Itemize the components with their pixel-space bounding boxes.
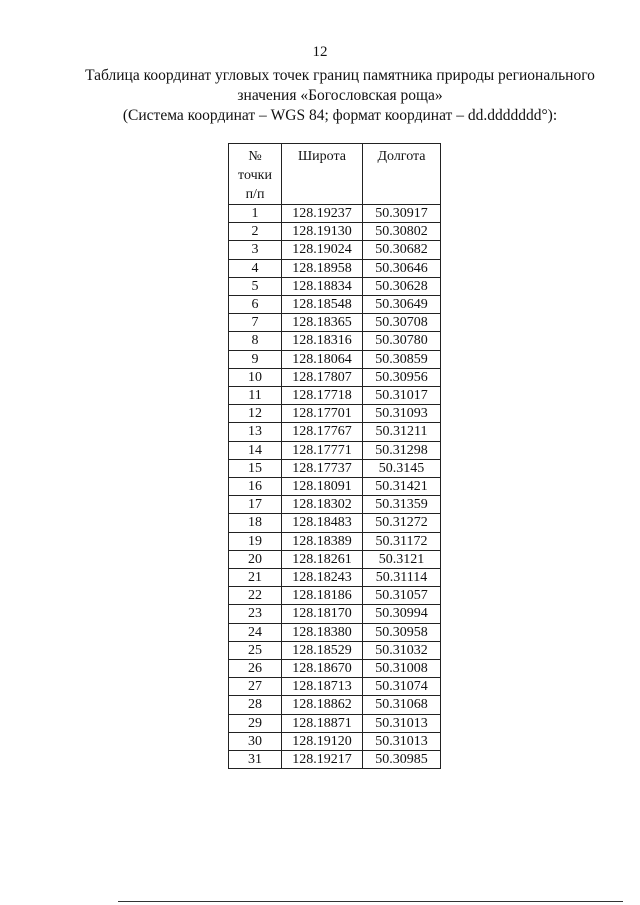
point-number-cell: 5 (229, 277, 282, 295)
title-line-2: значения «Богословская роща» (237, 87, 443, 104)
latitude-cell: 128.17807 (282, 368, 363, 386)
latitude-cell: 128.18862 (282, 696, 363, 714)
longitude-cell: 50.31068 (363, 696, 441, 714)
point-number-cell: 2 (229, 223, 282, 241)
point-number-cell: 4 (229, 259, 282, 277)
longitude-cell: 50.30780 (363, 332, 441, 350)
table-row (229, 387, 441, 405)
table-row (229, 496, 441, 514)
point-number-cell: 12 (229, 405, 282, 423)
latitude-cell: 128.18302 (282, 496, 363, 514)
longitude-cell: 50.31013 (363, 714, 441, 732)
table-row (229, 514, 441, 532)
table-row (229, 714, 441, 732)
longitude-cell: 50.31093 (363, 405, 441, 423)
page-number: 12 (312, 44, 328, 60)
table-row (229, 405, 441, 423)
table-row (229, 587, 441, 605)
table-row (229, 423, 441, 441)
point-number-cell: 25 (229, 641, 282, 659)
document-title (60, 66, 620, 126)
latitude-cell: 128.17718 (282, 387, 363, 405)
table-row (229, 223, 441, 241)
point-number-cell: 14 (229, 441, 282, 459)
latitude-cell: 128.18365 (282, 314, 363, 332)
point-number-cell: 6 (229, 296, 282, 314)
point-number-cell: 8 (229, 332, 282, 350)
latitude-cell: 128.19024 (282, 241, 363, 259)
point-number-cell: 7 (229, 314, 282, 332)
longitude-cell: 50.30994 (363, 605, 441, 623)
header-number-line: п/п (245, 187, 265, 202)
latitude-cell: 128.18548 (282, 296, 363, 314)
longitude-cell: 50.31032 (363, 641, 441, 659)
point-number-cell: 9 (229, 350, 282, 368)
table-row (229, 678, 441, 696)
table-row (229, 605, 441, 623)
table-row (229, 277, 441, 295)
header-longitude: Долгота (363, 144, 441, 205)
table-row (229, 696, 441, 714)
latitude-cell: 128.18380 (282, 623, 363, 641)
longitude-cell: 50.3121 (363, 550, 441, 568)
point-number-cell: 23 (229, 605, 282, 623)
latitude-cell: 128.18713 (282, 678, 363, 696)
longitude-cell: 50.31114 (363, 569, 441, 587)
point-number-cell: 31 (229, 751, 282, 769)
longitude-cell: 50.31017 (363, 387, 441, 405)
longitude-cell: 50.31272 (363, 514, 441, 532)
longitude-cell: 50.30649 (363, 296, 441, 314)
longitude-cell: 50.31359 (363, 496, 441, 514)
longitude-cell: 50.30859 (363, 350, 441, 368)
table-row (229, 296, 441, 314)
point-number-cell: 21 (229, 569, 282, 587)
header-point-number (229, 144, 282, 205)
latitude-cell: 128.18064 (282, 350, 363, 368)
table-row (229, 478, 441, 496)
table-row (229, 314, 441, 332)
point-number-cell: 20 (229, 550, 282, 568)
latitude-cell: 128.18670 (282, 660, 363, 678)
point-number-cell: 13 (229, 423, 282, 441)
latitude-cell: 128.18389 (282, 532, 363, 550)
longitude-cell: 50.30646 (363, 259, 441, 277)
longitude-cell: 50.30958 (363, 623, 441, 641)
longitude-cell: 50.31211 (363, 423, 441, 441)
table-row (229, 441, 441, 459)
point-number-cell: 19 (229, 532, 282, 550)
page-bottom-rule (118, 901, 623, 902)
longitude-cell: 50.30917 (363, 205, 441, 223)
table-row (229, 368, 441, 386)
latitude-cell: 128.18483 (282, 514, 363, 532)
latitude-cell: 128.18186 (282, 587, 363, 605)
point-number-cell: 28 (229, 696, 282, 714)
point-number-cell: 24 (229, 623, 282, 641)
latitude-cell: 128.18243 (282, 569, 363, 587)
longitude-cell: 50.31074 (363, 678, 441, 696)
longitude-cell: 50.31421 (363, 478, 441, 496)
coordinates-table (228, 143, 441, 769)
table-row (229, 641, 441, 659)
longitude-cell: 50.31298 (363, 441, 441, 459)
longitude-cell: 50.30628 (363, 277, 441, 295)
latitude-cell: 128.18316 (282, 332, 363, 350)
latitude-cell: 128.19120 (282, 732, 363, 750)
header-number-line: № (248, 149, 262, 164)
table-body (229, 205, 441, 769)
longitude-cell: 50.30682 (363, 241, 441, 259)
header-number-line: точки (238, 168, 272, 183)
longitude-cell: 50.30708 (363, 314, 441, 332)
point-number-cell: 16 (229, 478, 282, 496)
point-number-cell: 22 (229, 587, 282, 605)
latitude-cell: 128.18958 (282, 259, 363, 277)
table-row (229, 550, 441, 568)
table-row (229, 623, 441, 641)
latitude-cell: 128.17701 (282, 405, 363, 423)
latitude-cell: 128.18261 (282, 550, 363, 568)
table-row (229, 751, 441, 769)
table-row (229, 241, 441, 259)
latitude-cell: 128.17767 (282, 423, 363, 441)
table-row (229, 660, 441, 678)
table-row (229, 259, 441, 277)
latitude-cell: 128.18170 (282, 605, 363, 623)
table-row (229, 205, 441, 223)
longitude-cell: 50.30956 (363, 368, 441, 386)
latitude-cell: 128.18529 (282, 641, 363, 659)
table-row (229, 569, 441, 587)
latitude-cell: 128.17771 (282, 441, 363, 459)
point-number-cell: 26 (229, 660, 282, 678)
point-number-cell: 10 (229, 368, 282, 386)
latitude-cell: 128.18871 (282, 714, 363, 732)
latitude-cell: 128.19130 (282, 223, 363, 241)
longitude-cell: 50.3145 (363, 459, 441, 477)
longitude-cell: 50.31008 (363, 660, 441, 678)
longitude-cell: 50.30985 (363, 751, 441, 769)
table-row (229, 350, 441, 368)
point-number-cell: 17 (229, 496, 282, 514)
latitude-cell: 128.19237 (282, 205, 363, 223)
latitude-cell: 128.18091 (282, 478, 363, 496)
table-row (229, 732, 441, 750)
latitude-cell: 128.18834 (282, 277, 363, 295)
point-number-cell: 30 (229, 732, 282, 750)
longitude-cell: 50.30802 (363, 223, 441, 241)
point-number-cell: 29 (229, 714, 282, 732)
header-latitude: Широта (282, 144, 363, 205)
longitude-cell: 50.31057 (363, 587, 441, 605)
point-number-cell: 1 (229, 205, 282, 223)
table-row (229, 532, 441, 550)
longitude-cell: 50.31172 (363, 532, 441, 550)
table-row (229, 459, 441, 477)
longitude-cell: 50.31013 (363, 732, 441, 750)
point-number-cell: 27 (229, 678, 282, 696)
latitude-cell: 128.19217 (282, 751, 363, 769)
table-row (229, 332, 441, 350)
point-number-cell: 11 (229, 387, 282, 405)
title-line-3: (Система координат – WGS 84; формат координат – dd.ddddddd°): (122, 107, 558, 124)
point-number-cell: 15 (229, 459, 282, 477)
point-number-cell: 18 (229, 514, 282, 532)
point-number-cell: 3 (229, 241, 282, 259)
title-line-1: Таблица координат угловых точек границ памятника природы регионального (85, 67, 595, 84)
latitude-cell: 128.17737 (282, 459, 363, 477)
table-header-row (229, 144, 441, 205)
